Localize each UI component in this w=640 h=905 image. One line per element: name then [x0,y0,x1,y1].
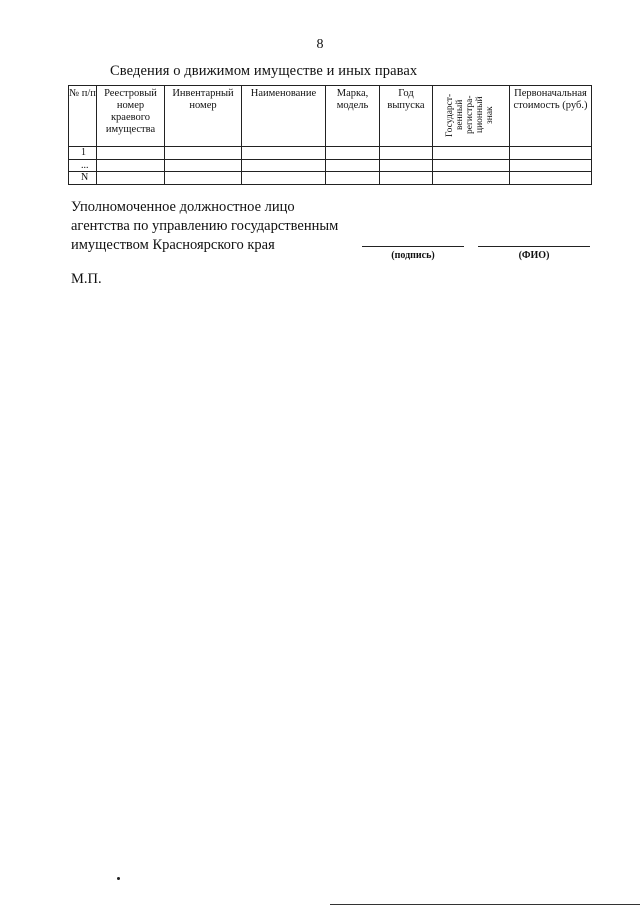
full-name-caption: (ФИО) [518,250,550,261]
signature-caption: (подпись) [391,250,435,261]
table-cell [326,172,380,185]
column-header-initial-cost: Первоначальная стоимость (руб.) [510,86,592,147]
table-cell [165,172,242,185]
page-dot [117,877,120,880]
table-cell [242,172,326,185]
row-number-cell: 1 [69,147,97,160]
table-cell [242,147,326,160]
column-header-registry-number: Реестровый номер краевого имущества [97,86,165,147]
table-cell [97,172,165,185]
movable-property-table [68,85,592,185]
full-name-line [478,246,590,247]
column-header-brand-model: Марка, модель [326,86,380,147]
column-header-name: Наименование [242,86,326,147]
authorized-official-line: Уполномоченное должностное лицо [71,199,295,215]
table-row [69,172,592,185]
table-cell [510,159,592,172]
table-cell [165,147,242,160]
registration-plate-label: Государст-венный регистра-ционный знак [445,93,495,137]
table-cell [165,159,242,172]
authorized-official-line: агентства по управлению государственным [71,218,339,234]
page-number: 8 [316,37,324,52]
table-cell [433,159,510,172]
column-header-number: № п/п [69,86,97,147]
table-cell [242,159,326,172]
row-number-cell: N [69,172,97,185]
signature-line [362,246,464,247]
authorized-official-block [71,198,338,255]
table-cell [510,147,592,160]
table-cell [433,172,510,185]
column-header-registration-plate [433,86,510,147]
table-cell [510,172,592,185]
table-cell [326,159,380,172]
table-row [69,159,592,172]
table-cell [433,147,510,160]
authorized-official-line: имуществом Красноярского края [71,237,275,253]
column-header-year: Год выпуска [380,86,433,147]
table-cell [97,159,165,172]
table-row [69,147,592,160]
table-cell [380,159,433,172]
table-cell [97,147,165,160]
table-cell [380,172,433,185]
column-header-inventory-number: Инвентарный номер [165,86,242,147]
table-header-row [69,86,592,147]
document-title: Сведения о движимом имуществе и иных правах [110,63,418,79]
table-cell [326,147,380,160]
table-cell [380,147,433,160]
stamp-label: М.П. [71,271,102,287]
row-number-cell: ... [69,159,97,172]
